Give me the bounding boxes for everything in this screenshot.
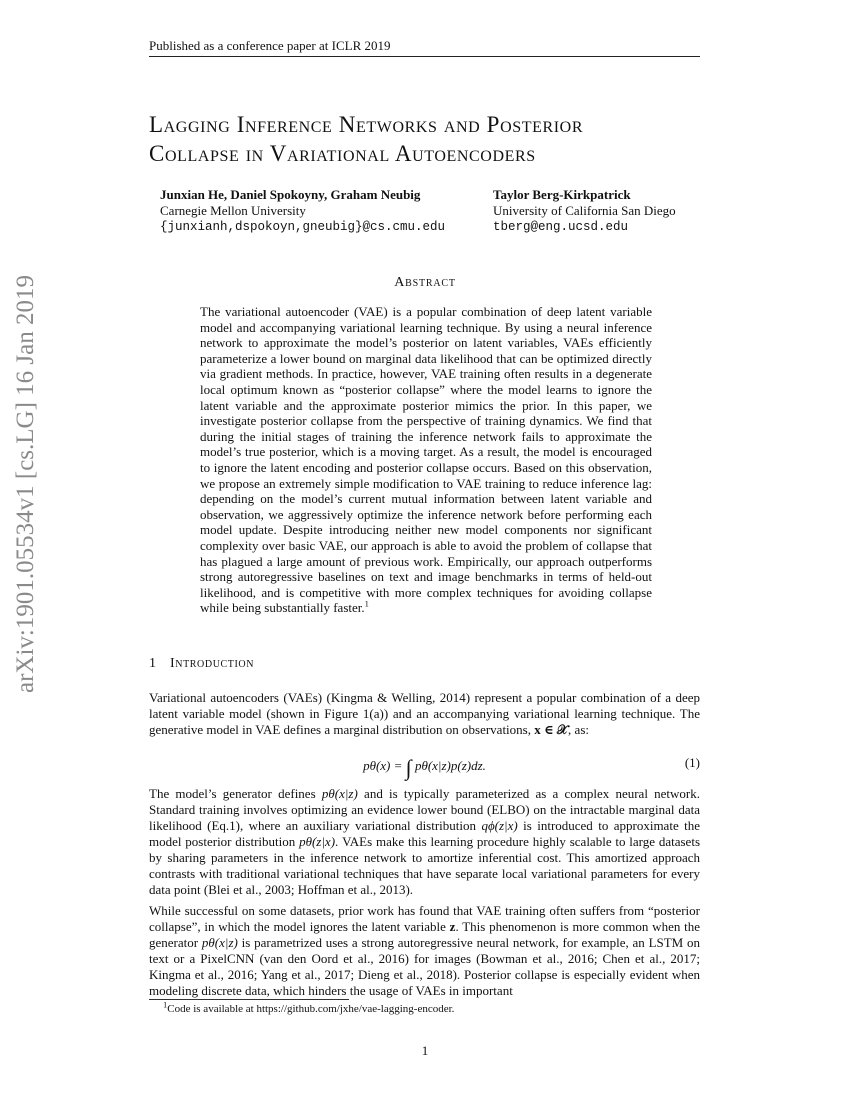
inline-math: x ∈ 𝒳 bbox=[534, 722, 569, 737]
paragraph-text: is introduced to approximate the model posterior distribution bbox=[149, 818, 700, 849]
title-line-1: Lagging Inference Networks and Posterior bbox=[149, 112, 584, 137]
abstract-text: The variational autoencoder (VAE) is a popular combination of deep latent variable model and accompanying variational learning technique. By using a neural inference network to approximate the model’s posterior on latent variables, VAEs efficiently parameterize a lower bound on marginal data likelihood that can be optimized directly via gradient methods. In practice, however, VAE training often results in a degenerate local optimum known as “posterior collapse” where the model learns to ignore the latent variable and the approximate posterior mimics the prior. In this paper, we investigate posterior collapse from the perspective of training dynamics. We find that during the initial stages of training the inference network fails to approximate the model’s true posterior, which is a moving target. As a result, the model is encouraged to ignore the latent encoding and posterior collapse occurs. Based on this observation, we propose an extremely simple modification to VAE training to reduce inference lag: depending on the model’s current mutual information between latent variable and observation, we aggressively optimize the inference network before performing each model update. Despite introducing neither new model components nor significant complexity over basic VAE, our approach is able to avoid the problem of collapse that has plagued a large amount of previous work. Empirically, our approach outperforms strong autoregressive baselines on text and image benchmarks in terms of held-out likelihood, and is competitive with more complex techniques for avoiding collapse while being substantially faster. bbox=[200, 304, 652, 616]
footnote-marker[interactable]: 1 bbox=[364, 598, 369, 609]
footnote-text[interactable]: Code is available at https://github.com/jxhe/vae-lagging-encoder. bbox=[167, 1003, 455, 1015]
footnote-rule bbox=[149, 999, 349, 1000]
author-affiliation: Carnegie Mellon University bbox=[160, 203, 306, 218]
author-names: Taylor Berg-Kirkpatrick bbox=[493, 187, 631, 202]
author-block-1 bbox=[160, 187, 445, 235]
paragraph-text: , as: bbox=[568, 722, 589, 737]
intro-paragraph-1 bbox=[149, 690, 700, 738]
author-names: Junxian He, Daniel Spokoyny, Graham Neubig bbox=[160, 187, 421, 202]
paragraph-text: The model’s generator defines bbox=[149, 786, 316, 801]
inline-math: z bbox=[449, 919, 456, 934]
equation-expression bbox=[149, 755, 700, 781]
equation-1 bbox=[149, 751, 700, 780]
author-affiliation: University of California San Diego bbox=[493, 203, 676, 218]
paragraph-text: and is typically parameterized as a complex neural network. Standard training involves optimizing an evidence lower bound (ELBO) on the intractable marginal data likelihood (Eq.1), where an auxiliary variational distribution bbox=[149, 786, 701, 833]
paragraph-text: is parametrized uses a strong autoregressive neural network, for example, an LSTM on text or a PixelCNN (van den Oord et al., 2016) for images (Bowman et al., 2016; Chen et al., 2017; Kingma et al., 2016; Yang et al., 2017; Dieng et al., 2018). Posterior collapse is especially evident when modeling discrete data, which hinders the usage of VAEs in important bbox=[149, 935, 701, 998]
inline-math: pθ(z|x) bbox=[299, 834, 336, 849]
abstract-heading: Abstract bbox=[394, 275, 456, 290]
equation-lhs: pθ(x) = bbox=[363, 758, 403, 773]
header-rule bbox=[149, 56, 700, 57]
author-block-2 bbox=[493, 187, 676, 235]
equation-number: (1) bbox=[684, 755, 700, 770]
inline-math: pθ(x|z) bbox=[321, 786, 358, 801]
author-email: tberg@eng.ucsd.edu bbox=[493, 220, 629, 234]
page-number: 1 bbox=[421, 1043, 429, 1058]
footnote bbox=[163, 999, 455, 1015]
section-title: Introduction bbox=[170, 656, 255, 671]
inline-math: qϕ(z|x) bbox=[481, 818, 518, 833]
intro-paragraph-2 bbox=[149, 786, 700, 898]
footnote-mark: 1 bbox=[163, 999, 168, 1010]
inline-math: pθ(x|z) bbox=[201, 935, 238, 950]
running-header: Published as a conference paper at ICLR 2019 bbox=[149, 38, 391, 53]
paragraph-text: Variational autoencoders (VAEs) (Kingma & Welling, 2014) represent a popular combination of a deep latent variable model (shown in Figure 1(a)) and an accompanying variational learning technique. The generative model in VAE defines a marginal distribution on observations, bbox=[149, 690, 700, 737]
arxiv-stamp: arXiv:1901.05534v1 [cs.LG] 16 Jan 2019 bbox=[12, 275, 39, 693]
paragraph-text: . VAEs make this learning procedure highly scalable to large datasets by sharing parameters in the inference network to amortize inferential cost. This amortized approach contrasts with traditional variational techniques that have separate local variational parameters for every data point (Blei et al., 2003; Hoffman et al., 2013). bbox=[149, 834, 701, 897]
section-heading bbox=[149, 656, 254, 672]
abstract-body bbox=[200, 304, 652, 616]
equation-rhs: pθ(x|z)p(z)dz. bbox=[414, 758, 486, 773]
paper-title bbox=[149, 110, 749, 168]
intro-paragraph-3 bbox=[149, 903, 700, 999]
title-line-2: Collapse in Variational Autoencoders bbox=[149, 141, 536, 166]
section-number: 1 bbox=[149, 656, 156, 671]
paragraph-text: . This phenomenon is more common when the generator bbox=[149, 919, 700, 950]
integral-symbol: ∫ bbox=[405, 755, 412, 780]
paragraph-text: While successful on some datasets, prior work has found that VAE training often suffers from “posterior collapse”, in which the model ignores the latent variable bbox=[149, 903, 700, 934]
author-email: {junxianh,dspokoyn,gneubig}@cs.cmu.edu bbox=[160, 220, 446, 234]
